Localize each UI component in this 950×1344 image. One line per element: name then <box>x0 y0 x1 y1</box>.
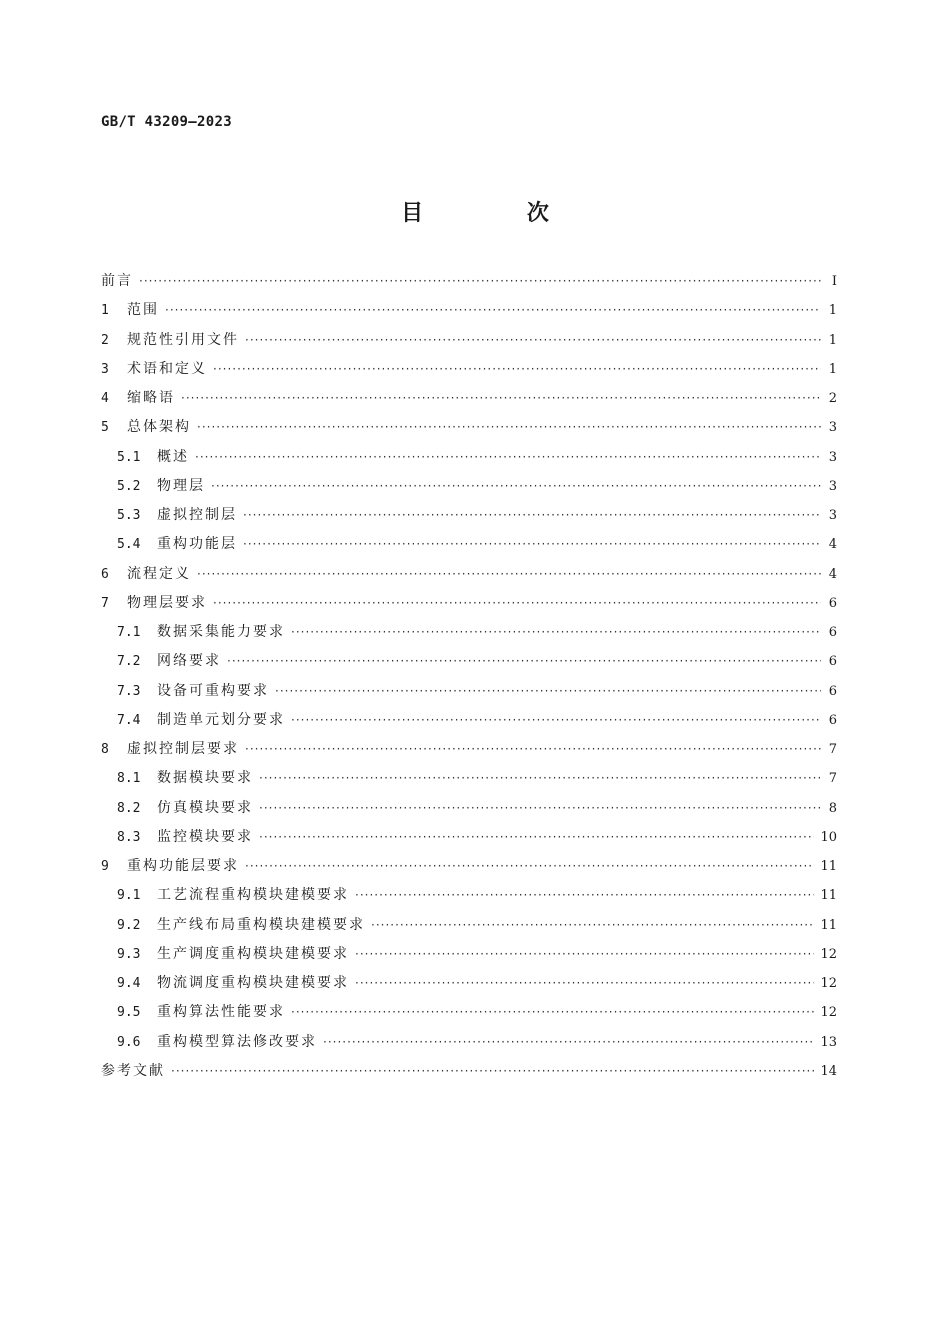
page-title: 目 次 <box>401 201 597 226</box>
toc-entry[interactable] <box>101 826 837 855</box>
toc-leader-dots <box>165 303 821 317</box>
toc-entry-page: 10 <box>820 829 837 845</box>
toc-entry-label: 网络要求 <box>157 653 221 670</box>
toc-entry-page: 3 <box>828 508 837 523</box>
toc-entry-label: 总体架构 <box>127 419 191 436</box>
toc-entry[interactable] <box>101 855 837 884</box>
toc-entry-number: 5.2 <box>117 478 141 494</box>
toc-entry-label: 重构功能层 <box>157 536 237 553</box>
toc-entry[interactable] <box>101 884 837 913</box>
toc-entry-page: 4 <box>828 566 837 582</box>
toc-entry-label: 范围 <box>127 302 159 319</box>
toc-entry-label: 重构模型算法修改要求 <box>157 1033 317 1050</box>
toc-entry-label: 虚拟控制层 <box>157 507 237 523</box>
toc-entry[interactable] <box>101 533 837 562</box>
toc-entry-number: 8.1 <box>117 771 141 787</box>
toc-entry-page: 12 <box>820 976 837 991</box>
toc-leader-dots <box>259 801 821 815</box>
toc-entry[interactable] <box>101 797 837 826</box>
toc-entry-page: 1 <box>828 332 837 348</box>
toc-leader-dots <box>259 830 814 844</box>
toc-leader-dots <box>243 508 821 522</box>
toc-entry-page: 6 <box>828 625 837 640</box>
toc-entry-label: 重构功能层要求 <box>127 858 239 874</box>
toc-entry-label: 前言 <box>101 273 133 289</box>
toc-entry-page: 11 <box>820 917 837 933</box>
toc-leader-dots <box>323 1035 814 1049</box>
toc-entry-page: 4 <box>828 537 837 553</box>
toc-entry-number: 9.4 <box>117 976 141 991</box>
toc-entry-number: 7.4 <box>117 712 141 728</box>
toc-entry-page: 6 <box>828 595 837 611</box>
toc-entry-page: 1 <box>828 303 837 319</box>
toc-entry-label: 生产线布局重构模块建模要求 <box>157 916 365 933</box>
toc-entry-number: 7.1 <box>117 625 141 640</box>
toc-entry-label: 概述 <box>157 448 189 465</box>
toc-entry[interactable] <box>101 1001 837 1030</box>
toc-leader-dots <box>355 888 814 902</box>
toc-leader-dots <box>245 333 821 347</box>
toc-entry-page: 3 <box>828 449 837 465</box>
toc-leader-dots <box>275 684 821 698</box>
toc-entry[interactable] <box>101 416 837 445</box>
toc-entry-label: 数据采集能力要求 <box>157 624 285 640</box>
toc-leader-dots <box>181 391 821 405</box>
toc-leader-dots <box>213 362 821 376</box>
toc-entry-number: 5 <box>101 420 109 436</box>
toc-entry[interactable] <box>101 592 837 621</box>
toc-leader-dots <box>243 537 821 551</box>
toc-entry-number: 9.1 <box>117 888 141 904</box>
toc-entry-page: 12 <box>820 1005 837 1021</box>
toc-entry-page: Ⅰ <box>831 274 837 289</box>
toc-entry-page: 1 <box>828 361 837 377</box>
toc-leader-dots <box>245 742 821 756</box>
toc-entry[interactable] <box>101 650 837 679</box>
toc-entry-number: 7.3 <box>117 683 141 699</box>
toc-entry-number: 9.3 <box>117 946 141 962</box>
toc-entry-label: 虚拟控制层要求 <box>127 741 239 757</box>
toc-entry[interactable] <box>101 329 837 358</box>
toc-entry-page: 7 <box>828 742 837 757</box>
toc-entry-number: 7.2 <box>117 654 141 670</box>
toc-entry-page: 12 <box>820 946 837 962</box>
toc-entry-number: 5.3 <box>117 508 141 523</box>
toc-leader-dots <box>139 274 821 288</box>
toc-entry-label: 工艺流程重构模块建模要求 <box>157 887 349 904</box>
toc-entry-number: 5.1 <box>117 449 141 465</box>
toc-entry-number: 4 <box>101 391 109 406</box>
toc-entry[interactable] <box>101 1060 837 1089</box>
toc-entry-label: 仿真模块要求 <box>157 799 253 816</box>
toc-entry[interactable] <box>101 504 837 533</box>
toc-leader-dots <box>291 713 821 727</box>
toc-entry-page: 3 <box>828 420 837 436</box>
toc-entry-label: 生产调度重构模块建模要求 <box>157 945 349 962</box>
toc-entry-label: 物理层要求 <box>127 594 207 611</box>
toc-leader-dots <box>213 596 821 610</box>
toc-entry-number: 8.3 <box>117 829 141 845</box>
toc-entry-number: 9.6 <box>117 1034 141 1050</box>
toc-entry-page: 7 <box>828 771 837 787</box>
toc-entry-page: 2 <box>828 391 837 406</box>
toc-leader-dots <box>371 918 814 932</box>
toc-entry-label: 重构算法性能要求 <box>157 1004 285 1021</box>
toc-entry-label: 流程定义 <box>127 565 191 582</box>
toc-entry-page: 6 <box>828 654 837 670</box>
toc-leader-dots <box>197 420 821 434</box>
toc-entry-page: 11 <box>820 888 837 904</box>
toc-leader-dots <box>197 567 821 581</box>
toc-entry-page: 3 <box>828 478 837 494</box>
toc-entry[interactable] <box>101 621 837 650</box>
toc-entry-label: 术语和定义 <box>127 360 207 377</box>
toc-entry-number: 9.5 <box>117 1005 141 1021</box>
toc-entry-number: 2 <box>101 332 109 348</box>
toc-entry[interactable] <box>101 943 837 972</box>
toc-entry-number: 3 <box>101 361 109 377</box>
toc-leader-dots <box>355 947 814 961</box>
toc-entry[interactable] <box>101 914 837 943</box>
toc-entry[interactable] <box>101 738 837 767</box>
standard-code: GB/T 43209—2023 <box>101 114 232 130</box>
toc-entry[interactable] <box>101 563 837 592</box>
toc-entry-page: 13 <box>820 1034 837 1050</box>
toc-entry[interactable] <box>101 475 837 504</box>
toc-entry-label: 规范性引用文件 <box>127 331 239 348</box>
toc-entry-page: 8 <box>828 800 837 816</box>
toc-entry-number: 8 <box>101 742 109 757</box>
toc-entry[interactable] <box>101 709 837 738</box>
toc-entry-page: 14 <box>820 1063 837 1079</box>
toc-leader-dots <box>259 771 821 785</box>
toc-entry-page: 11 <box>820 859 837 874</box>
toc-leader-dots <box>291 625 821 639</box>
toc-entry-number: 5.4 <box>117 537 141 553</box>
toc-entry[interactable] <box>101 1031 837 1060</box>
toc-entry-number: 9.2 <box>117 917 141 933</box>
toc-entry-label: 参考文献 <box>101 1062 165 1079</box>
toc-entry-number: 7 <box>101 595 109 611</box>
toc-entry-number: 9 <box>101 859 109 874</box>
toc-leader-dots <box>195 450 821 464</box>
toc-entry-label: 物流调度重构模块建模要求 <box>157 975 349 991</box>
toc-entry-label: 数据模块要求 <box>157 770 253 787</box>
toc-entry[interactable] <box>101 358 837 387</box>
toc-leader-dots <box>291 1005 814 1019</box>
toc-entry[interactable] <box>101 446 837 475</box>
toc-leader-dots <box>227 654 821 668</box>
toc-entry[interactable] <box>101 387 837 416</box>
toc-entry-page: 6 <box>828 712 837 728</box>
toc-entry-number: 8.2 <box>117 800 141 816</box>
toc-leader-dots <box>245 859 814 873</box>
toc-entry-number: 1 <box>101 303 109 319</box>
toc-leader-dots <box>355 976 814 990</box>
toc-entry-label: 监控模块要求 <box>157 828 253 845</box>
toc-entry-number: 6 <box>101 566 109 582</box>
toc-entry[interactable] <box>101 767 837 796</box>
toc-entry[interactable] <box>101 972 837 1001</box>
toc-entry-page: 6 <box>828 683 837 699</box>
toc-entry-label: 设备可重构要求 <box>157 682 269 699</box>
toc-entry-label: 制造单元划分要求 <box>157 711 285 728</box>
toc-entry[interactable] <box>101 680 837 709</box>
toc-entry-label: 物理层 <box>157 477 205 494</box>
table-of-contents <box>101 270 837 1089</box>
toc-entry-label: 缩略语 <box>127 390 175 406</box>
toc-entry[interactable] <box>101 270 837 299</box>
toc-leader-dots <box>171 1064 814 1078</box>
toc-entry[interactable] <box>101 299 837 328</box>
toc-leader-dots <box>211 479 821 493</box>
